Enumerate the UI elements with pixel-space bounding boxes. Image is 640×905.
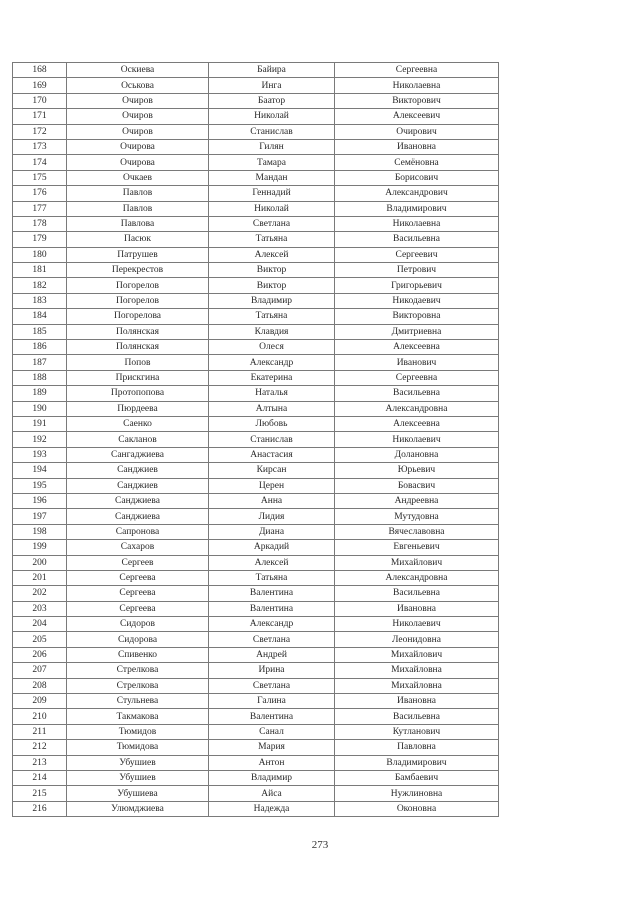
last-name-cell: Прискгина	[67, 370, 209, 385]
patronymic-cell: Бамбаевич	[335, 770, 499, 785]
last-name-cell: Протопопова	[67, 386, 209, 401]
row-number-cell: 190	[13, 401, 67, 416]
patronymic-cell: Петрович	[335, 263, 499, 278]
first-name-cell: Анна	[209, 493, 335, 508]
patronymic-cell: Васильевна	[335, 586, 499, 601]
patronymic-cell: Долановна	[335, 447, 499, 462]
patronymic-cell: Мутудовна	[335, 509, 499, 524]
first-name-cell: Баатор	[209, 93, 335, 108]
table-row	[13, 232, 499, 247]
first-name-cell: Олеся	[209, 340, 335, 355]
table-row	[13, 139, 499, 154]
row-number-cell: 206	[13, 647, 67, 662]
patronymic-cell: Григорьевич	[335, 278, 499, 293]
table-row	[13, 755, 499, 770]
patronymic-cell: Васильевна	[335, 709, 499, 724]
last-name-cell: Сахаров	[67, 540, 209, 555]
row-number-cell: 216	[13, 801, 67, 816]
last-name-cell: Пасюк	[67, 232, 209, 247]
row-number-cell: 177	[13, 201, 67, 216]
patronymic-cell: Владимирович	[335, 201, 499, 216]
patronymic-cell: Николаевна	[335, 78, 499, 93]
first-name-cell: Инга	[209, 78, 335, 93]
last-name-cell: Убушиев	[67, 755, 209, 770]
table-row	[13, 78, 499, 93]
last-name-cell: Очиров	[67, 124, 209, 139]
last-name-cell: Сидоров	[67, 617, 209, 632]
last-name-cell: Очкаев	[67, 170, 209, 185]
patronymic-cell: Владимирович	[335, 755, 499, 770]
row-number-cell: 174	[13, 155, 67, 170]
table-row	[13, 309, 499, 324]
first-name-cell: Гилян	[209, 139, 335, 154]
table-row	[13, 263, 499, 278]
row-number-cell: 178	[13, 216, 67, 231]
table-row	[13, 93, 499, 108]
patronymic-cell: Сергеевич	[335, 247, 499, 262]
row-number-cell: 168	[13, 63, 67, 78]
first-name-cell: Николай	[209, 201, 335, 216]
table-row	[13, 432, 499, 447]
last-name-cell: Очиров	[67, 109, 209, 124]
table-row	[13, 586, 499, 601]
last-name-cell: Сергеева	[67, 586, 209, 601]
last-name-cell: Стрелкова	[67, 663, 209, 678]
table-row	[13, 186, 499, 201]
first-name-cell: Светлана	[209, 678, 335, 693]
last-name-cell: Санджиев	[67, 478, 209, 493]
first-name-cell: Виктор	[209, 263, 335, 278]
row-number-cell: 182	[13, 278, 67, 293]
table-row	[13, 740, 499, 755]
row-number-cell: 198	[13, 524, 67, 539]
last-name-cell: Павлова	[67, 216, 209, 231]
patronymic-cell: Леонидовна	[335, 632, 499, 647]
row-number-cell: 199	[13, 540, 67, 555]
patronymic-cell: Николаевич	[335, 432, 499, 447]
patronymic-cell: Очирович	[335, 124, 499, 139]
last-name-cell: Убушиева	[67, 786, 209, 801]
last-name-cell: Погорелова	[67, 309, 209, 324]
first-name-cell: Мария	[209, 740, 335, 755]
row-number-cell: 214	[13, 770, 67, 785]
last-name-cell: Патрушев	[67, 247, 209, 262]
first-name-cell: Клавдия	[209, 324, 335, 339]
last-name-cell: Сангаджиева	[67, 447, 209, 462]
roster-table	[12, 62, 499, 817]
patronymic-cell: Иванович	[335, 355, 499, 370]
row-number-cell: 170	[13, 93, 67, 108]
roster-body	[13, 63, 499, 817]
patronymic-cell: Александровна	[335, 401, 499, 416]
first-name-cell: Айса	[209, 786, 335, 801]
patronymic-cell: Михайлович	[335, 647, 499, 662]
row-number-cell: 172	[13, 124, 67, 139]
first-name-cell: Екатерина	[209, 370, 335, 385]
table-row	[13, 63, 499, 78]
first-name-cell: Тамара	[209, 155, 335, 170]
last-name-cell: Сергеев	[67, 555, 209, 570]
table-row	[13, 478, 499, 493]
first-name-cell: Диана	[209, 524, 335, 539]
table-row	[13, 401, 499, 416]
patronymic-cell: Вячеславовна	[335, 524, 499, 539]
page-number: 273	[311, 839, 329, 851]
row-number-cell: 181	[13, 263, 67, 278]
table-row	[13, 293, 499, 308]
first-name-cell: Андрей	[209, 647, 335, 662]
first-name-cell: Татьяна	[209, 570, 335, 585]
first-name-cell: Владимир	[209, 770, 335, 785]
row-number-cell: 200	[13, 555, 67, 570]
table-row	[13, 509, 499, 524]
last-name-cell: Очиров	[67, 93, 209, 108]
table-row	[13, 340, 499, 355]
first-name-cell: Байира	[209, 63, 335, 78]
patronymic-cell: Михайлович	[335, 555, 499, 570]
last-name-cell: Саенко	[67, 416, 209, 431]
first-name-cell: Валентина	[209, 601, 335, 616]
last-name-cell: Сергеева	[67, 601, 209, 616]
row-number-cell: 179	[13, 232, 67, 247]
table-row	[13, 617, 499, 632]
first-name-cell: Ирина	[209, 663, 335, 678]
patronymic-cell: Ивановна	[335, 601, 499, 616]
patronymic-cell: Михайловна	[335, 663, 499, 678]
row-number-cell: 185	[13, 324, 67, 339]
patronymic-cell: Александрович	[335, 186, 499, 201]
table-row	[13, 355, 499, 370]
patronymic-cell: Викторович	[335, 93, 499, 108]
first-name-cell: Надежда	[209, 801, 335, 816]
first-name-cell: Антон	[209, 755, 335, 770]
last-name-cell: Павлов	[67, 201, 209, 216]
first-name-cell: Любовь	[209, 416, 335, 431]
first-name-cell: Наталья	[209, 386, 335, 401]
row-number-cell: 192	[13, 432, 67, 447]
row-number-cell: 213	[13, 755, 67, 770]
patronymic-cell: Васильевна	[335, 232, 499, 247]
table-row	[13, 786, 499, 801]
first-name-cell: Анастасия	[209, 447, 335, 462]
row-number-cell: 184	[13, 309, 67, 324]
first-name-cell: Галина	[209, 694, 335, 709]
first-name-cell: Алтына	[209, 401, 335, 416]
patronymic-cell: Сергеевна	[335, 63, 499, 78]
row-number-cell: 195	[13, 478, 67, 493]
last-name-cell: Тюмидов	[67, 724, 209, 739]
row-number-cell: 189	[13, 386, 67, 401]
table-row	[13, 493, 499, 508]
table-row	[13, 524, 499, 539]
row-number-cell: 191	[13, 416, 67, 431]
last-name-cell: Оськова	[67, 78, 209, 93]
last-name-cell: Попов	[67, 355, 209, 370]
row-number-cell: 169	[13, 78, 67, 93]
last-name-cell: Полянская	[67, 340, 209, 355]
last-name-cell: Павлов	[67, 186, 209, 201]
row-number-cell: 193	[13, 447, 67, 462]
patronymic-cell: Николаевна	[335, 216, 499, 231]
table-row	[13, 216, 499, 231]
table-row	[13, 109, 499, 124]
last-name-cell: Спивенко	[67, 647, 209, 662]
first-name-cell: Валентина	[209, 586, 335, 601]
table-row	[13, 370, 499, 385]
row-number-cell: 207	[13, 663, 67, 678]
patronymic-cell: Павловна	[335, 740, 499, 755]
table-row	[13, 170, 499, 185]
first-name-cell: Татьяна	[209, 232, 335, 247]
table-row	[13, 801, 499, 816]
table-row	[13, 694, 499, 709]
table-row	[13, 632, 499, 647]
table-row	[13, 601, 499, 616]
row-number-cell: 203	[13, 601, 67, 616]
row-number-cell: 196	[13, 493, 67, 508]
last-name-cell: Сергеева	[67, 570, 209, 585]
table-row	[13, 447, 499, 462]
row-number-cell: 187	[13, 355, 67, 370]
patronymic-cell: Дмитриевна	[335, 324, 499, 339]
patronymic-cell: Евгеньевич	[335, 540, 499, 555]
last-name-cell: Улюмджиева	[67, 801, 209, 816]
row-number-cell: 186	[13, 340, 67, 355]
patronymic-cell: Ивановна	[335, 694, 499, 709]
first-name-cell: Санал	[209, 724, 335, 739]
last-name-cell: Санджиева	[67, 509, 209, 524]
row-number-cell: 204	[13, 617, 67, 632]
patronymic-cell: Андреевна	[335, 493, 499, 508]
last-name-cell: Полянская	[67, 324, 209, 339]
patronymic-cell: Семёновна	[335, 155, 499, 170]
table-row	[13, 724, 499, 739]
last-name-cell: Пюрдеева	[67, 401, 209, 416]
patronymic-cell: Никодаевич	[335, 293, 499, 308]
last-name-cell: Санджиева	[67, 493, 209, 508]
row-number-cell: 208	[13, 678, 67, 693]
last-name-cell: Погорелов	[67, 293, 209, 308]
first-name-cell: Лидия	[209, 509, 335, 524]
first-name-cell: Светлана	[209, 632, 335, 647]
last-name-cell: Оскиева	[67, 63, 209, 78]
last-name-cell: Погорелов	[67, 278, 209, 293]
table-row	[13, 124, 499, 139]
first-name-cell: Кирсан	[209, 463, 335, 478]
row-number-cell: 194	[13, 463, 67, 478]
patronymic-cell: Александровна	[335, 570, 499, 585]
first-name-cell: Станислав	[209, 124, 335, 139]
first-name-cell: Станислав	[209, 432, 335, 447]
last-name-cell: Очирова	[67, 139, 209, 154]
table-row	[13, 540, 499, 555]
table-row	[13, 247, 499, 262]
row-number-cell: 209	[13, 694, 67, 709]
row-number-cell: 202	[13, 586, 67, 601]
patronymic-cell: Сергеевна	[335, 370, 499, 385]
table-row	[13, 416, 499, 431]
last-name-cell: Перекрестов	[67, 263, 209, 278]
table-row	[13, 324, 499, 339]
last-name-cell: Такмакова	[67, 709, 209, 724]
last-name-cell: Сапронова	[67, 524, 209, 539]
first-name-cell: Светлана	[209, 216, 335, 231]
patronymic-cell: Алексеевна	[335, 340, 499, 355]
patronymic-cell: Бовасвич	[335, 478, 499, 493]
first-name-cell: Александр	[209, 617, 335, 632]
patronymic-cell: Алексеевич	[335, 109, 499, 124]
first-name-cell: Виктор	[209, 278, 335, 293]
row-number-cell: 197	[13, 509, 67, 524]
row-number-cell: 201	[13, 570, 67, 585]
first-name-cell: Татьяна	[209, 309, 335, 324]
patronymic-cell: Николаевич	[335, 617, 499, 632]
table-row	[13, 770, 499, 785]
first-name-cell: Церен	[209, 478, 335, 493]
last-name-cell: Тюмидова	[67, 740, 209, 755]
last-name-cell: Убушиев	[67, 770, 209, 785]
table-row	[13, 555, 499, 570]
last-name-cell: Стульнева	[67, 694, 209, 709]
patronymic-cell: Нужлиновна	[335, 786, 499, 801]
first-name-cell: Алексей	[209, 555, 335, 570]
patronymic-cell: Оконовна	[335, 801, 499, 816]
table-row	[13, 201, 499, 216]
row-number-cell: 171	[13, 109, 67, 124]
row-number-cell: 211	[13, 724, 67, 739]
table-row	[13, 155, 499, 170]
first-name-cell: Аркадий	[209, 540, 335, 555]
row-number-cell: 173	[13, 139, 67, 154]
first-name-cell: Валентина	[209, 709, 335, 724]
row-number-cell: 188	[13, 370, 67, 385]
row-number-cell: 210	[13, 709, 67, 724]
row-number-cell: 175	[13, 170, 67, 185]
patronymic-cell: Юрьевич	[335, 463, 499, 478]
row-number-cell: 176	[13, 186, 67, 201]
first-name-cell: Александр	[209, 355, 335, 370]
patronymic-cell: Викторовна	[335, 309, 499, 324]
last-name-cell: Сакланов	[67, 432, 209, 447]
last-name-cell: Сидорова	[67, 632, 209, 647]
table-row	[13, 709, 499, 724]
table-row	[13, 647, 499, 662]
last-name-cell: Стрелкова	[67, 678, 209, 693]
patronymic-cell: Алексеевна	[335, 416, 499, 431]
table-row	[13, 570, 499, 585]
table-row	[13, 278, 499, 293]
table-row	[13, 463, 499, 478]
last-name-cell: Очирова	[67, 155, 209, 170]
patronymic-cell: Борисович	[335, 170, 499, 185]
patronymic-cell: Кутланович	[335, 724, 499, 739]
first-name-cell: Мандан	[209, 170, 335, 185]
patronymic-cell: Михайловна	[335, 678, 499, 693]
row-number-cell: 212	[13, 740, 67, 755]
patronymic-cell: Ивановна	[335, 139, 499, 154]
table-row	[13, 663, 499, 678]
first-name-cell: Алексей	[209, 247, 335, 262]
row-number-cell: 215	[13, 786, 67, 801]
row-number-cell: 205	[13, 632, 67, 647]
patronymic-cell: Васильевна	[335, 386, 499, 401]
row-number-cell: 180	[13, 247, 67, 262]
first-name-cell: Николай	[209, 109, 335, 124]
last-name-cell: Санджиев	[67, 463, 209, 478]
row-number-cell: 183	[13, 293, 67, 308]
first-name-cell: Владимир	[209, 293, 335, 308]
table-row	[13, 386, 499, 401]
table-row	[13, 678, 499, 693]
first-name-cell: Геннадий	[209, 186, 335, 201]
